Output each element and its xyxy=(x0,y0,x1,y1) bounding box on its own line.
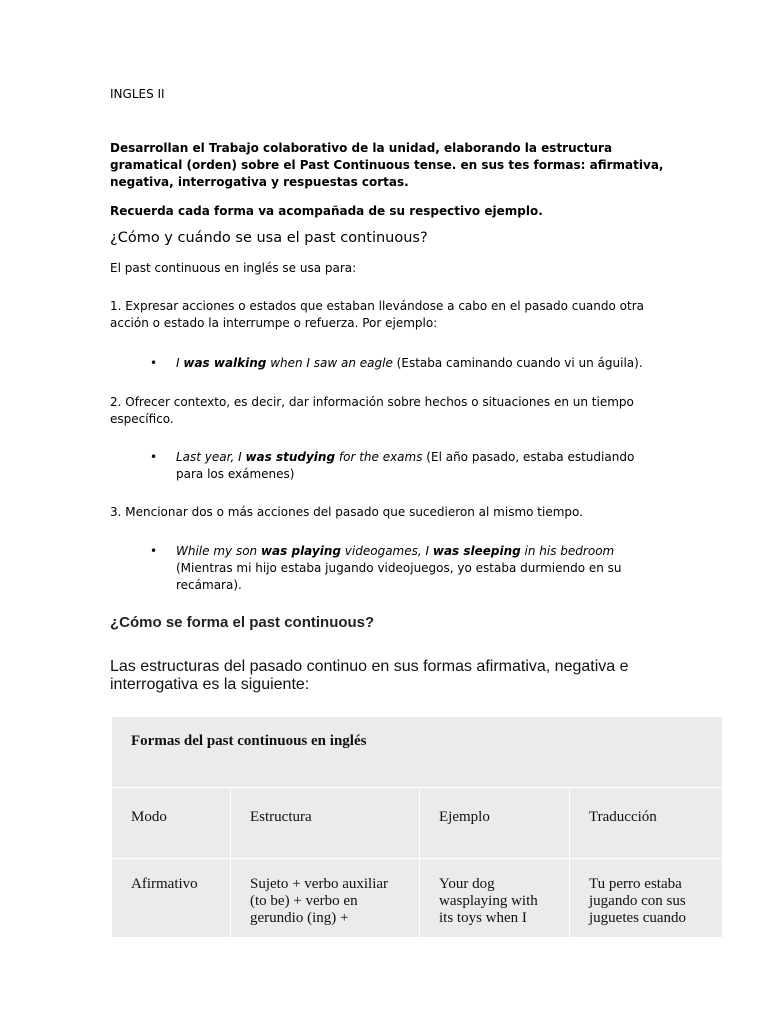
table-title-cell xyxy=(112,717,723,788)
table-title: Formas del past continuous en inglés xyxy=(131,733,367,749)
example-3-translation: (Mientras mi hijo estaba jugando videojuegos, yo estaba durmiendo en su recámara). xyxy=(176,561,622,592)
example-3 xyxy=(176,543,646,594)
example-2-translation: (El año pasado, estaba estudiando para los exámenes) xyxy=(176,450,635,481)
bullet-marker: • xyxy=(150,450,158,464)
past-continuous-table xyxy=(111,716,723,938)
example-1-part-a: I xyxy=(176,356,184,370)
header-estructura: Estructura xyxy=(250,809,312,825)
table-cell xyxy=(420,859,570,938)
table-header-row xyxy=(112,788,723,859)
usage-point-1: 1. Expresar acciones o estados que estaban llevándose a cabo en el pasado cuando otra acción o estado la interrumpe o refuerza. Por ejemplo: xyxy=(110,299,644,330)
example-2-verb: was studying xyxy=(245,450,336,464)
example-1-translation: (Estaba caminando cuando vi un águila). xyxy=(392,356,643,370)
example-2-part-c: for the exams xyxy=(335,450,423,464)
table-header-cell xyxy=(570,788,723,859)
cell-estructura: Sujeto + verbo auxiliar (to be) + verbo en gerundio (ing) + xyxy=(250,876,389,926)
table-title-row xyxy=(112,717,723,788)
usage-point-2: 2. Ofrecer contexto, es decir, dar información sobre hechos o situaciones en un tiempo específico. xyxy=(110,395,634,426)
table-cell xyxy=(570,859,723,938)
example-1 xyxy=(176,355,656,372)
header-ejemplo: Ejemplo xyxy=(439,809,490,825)
header-traduccion: Traducción xyxy=(589,809,657,825)
table-header-cell xyxy=(231,788,420,859)
formation-lead: Las estructuras del pasado continuo en sus formas afirmativa, negativa e interrogativa es la siguiente: xyxy=(110,658,629,693)
cell-ejemplo: Your dog wasplaying with its toys when I xyxy=(439,876,538,926)
table-cell xyxy=(112,859,231,938)
table-cell xyxy=(231,859,420,938)
example-3-part-c: videogames, I xyxy=(340,544,433,558)
table-header-cell xyxy=(420,788,570,859)
example-2-part-a: Last year, I xyxy=(176,450,246,464)
table-header-cell xyxy=(112,788,231,859)
example-2 xyxy=(176,449,646,483)
assignment-reminder: Recuerda cada forma va acompañada de su respectivo ejemplo. xyxy=(110,204,543,218)
section-heading-usage: ¿Cómo y cuándo se usa el past continuous? xyxy=(110,230,428,246)
example-1-verb: was walking xyxy=(183,356,267,370)
course-title: INGLES II xyxy=(110,87,165,101)
section-heading-formation: ¿Cómo se forma el past continuous? xyxy=(110,614,375,631)
example-1-part-c: when I saw an eagle xyxy=(266,356,393,370)
header-modo: Modo xyxy=(131,809,167,825)
cell-modo: Afirmativo xyxy=(131,876,198,892)
usage-point-3: 3. Mencionar dos o más acciones del pasado que sucedieron al mismo tiempo. xyxy=(110,505,583,519)
bullet-marker: • xyxy=(150,356,158,370)
example-3-verb-2: was sleeping xyxy=(432,544,521,558)
example-3-part-e: in his bedroom xyxy=(520,544,615,558)
table-row xyxy=(112,859,723,938)
assignment-instructions: Desarrollan el Trabajo colaborativo de la unidad, elaborando la estructura gramatical (orden) sobre el Past Continuous tense. en sus tes formas: afirmativa, negativa, interrogativa y respuestas cortas. xyxy=(110,141,664,189)
cell-traduccion: Tu perro estaba jugando con sus juguetes cuando xyxy=(589,876,687,926)
usage-intro: El past continuous en inglés se usa para: xyxy=(110,261,357,275)
example-3-verb-1: was playing xyxy=(260,544,341,558)
example-3-part-a: While my son xyxy=(176,544,261,558)
bullet-marker: • xyxy=(150,544,158,558)
